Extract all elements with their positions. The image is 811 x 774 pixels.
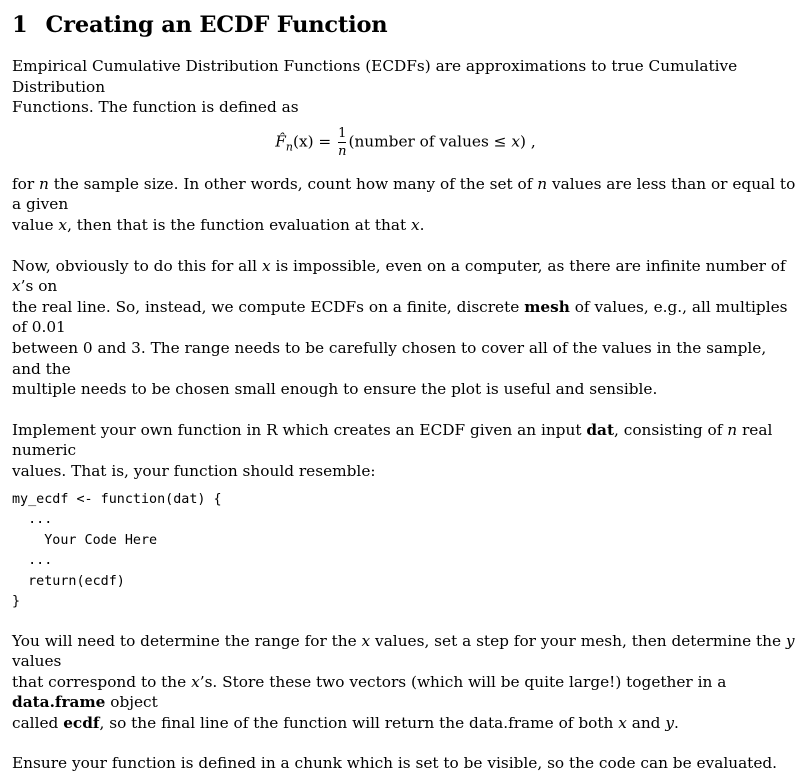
intro-text-line2: Functions. The function is defined as xyxy=(12,98,299,117)
bold-term-ecdf: ecdf xyxy=(63,713,100,732)
math-var: y xyxy=(665,713,674,732)
text-span: the real line. So, instead, we compute ECDFs on a finite, discrete xyxy=(12,297,525,316)
visible-chunk-paragraph: Ensure your function is defined in a chunk which is set to be visible, so the code can be evaluated. xyxy=(12,754,778,773)
section-number: 1 xyxy=(12,12,28,38)
text-span: , consisting of xyxy=(614,420,728,439)
code-line: my_ecdf <- function(dat) { xyxy=(12,491,222,507)
text-span: Implement your own function in R which creates an ECDF given an input xyxy=(12,420,587,439)
text-span: of values, e.g., all multiples of 0.01 xyxy=(12,297,788,337)
text-span: ’s on xyxy=(20,277,58,296)
equation-rhs-var: x xyxy=(511,132,521,151)
equation-rhs-close: ) , xyxy=(520,132,536,151)
math-var: x xyxy=(58,215,68,234)
math-var: x xyxy=(261,256,271,275)
section-heading xyxy=(12,0,799,40)
text-span: values are less than or equal to a given xyxy=(12,174,796,214)
math-var: x xyxy=(411,215,420,234)
equation-fraction xyxy=(338,126,346,159)
code-line: } xyxy=(12,594,21,609)
text-span: object xyxy=(105,693,158,712)
fraction-numerator: 1 xyxy=(338,125,347,141)
bold-term-mesh: mesh xyxy=(524,297,570,316)
math-var: x xyxy=(12,277,21,296)
text-span: , then that is the function evaluation at that xyxy=(67,215,411,234)
dataframe-paragraph xyxy=(12,631,799,734)
text-span: ’s. Store these two vectors (which will be quite large!) together in a xyxy=(199,672,727,691)
text-span: values. That is, your function should resemble: xyxy=(12,461,376,480)
math-var: x xyxy=(361,631,371,650)
text-span: called xyxy=(12,713,64,732)
equation-lhs: F̂ xyxy=(275,132,286,151)
text-span: . xyxy=(419,215,425,234)
math-var: x xyxy=(618,713,627,732)
text-span: for xyxy=(12,174,40,193)
math-var: n xyxy=(39,174,49,193)
text-span: real numeric xyxy=(12,420,773,460)
text-span: values xyxy=(12,652,62,671)
ecdf-equation xyxy=(12,126,799,168)
code-line: Your Code Here xyxy=(12,532,158,548)
text-span: Now, obviously to do this for all xyxy=(12,256,262,275)
intro-text-line1: Empirical Cumulative Distribution Functions (ECDFs) are approximations to true Cumulative Distribution xyxy=(12,57,738,96)
text-span: value xyxy=(12,215,59,234)
text-span: the sample size. In other words, count how many of the set of xyxy=(48,174,538,193)
code-block xyxy=(12,490,799,613)
mesh-paragraph xyxy=(12,256,799,400)
equation-lhs-subscript: n xyxy=(285,140,293,154)
text-span: that correspond to the xyxy=(12,672,192,691)
math-var: n xyxy=(537,174,548,193)
equation-lhs-arg: (x) = xyxy=(292,132,332,151)
intro-paragraph xyxy=(12,56,799,118)
text-span: multiple needs to be chosen small enough to ensure the plot is useful and sensible. xyxy=(12,380,658,399)
fraction-denominator: n xyxy=(338,143,347,159)
code-line: ... xyxy=(12,512,53,527)
bold-term-dat: dat xyxy=(586,420,615,439)
bold-term-dataframe: data.frame xyxy=(12,693,106,712)
implement-paragraph xyxy=(12,420,799,482)
text-span: values, set a step for your mesh, then determine the xyxy=(370,631,786,650)
section-title: Creating an ECDF Function xyxy=(45,12,388,38)
text-span: and xyxy=(626,713,666,732)
math-var: n xyxy=(727,420,738,439)
text-span: , so the final line of the function will return the data.frame of both xyxy=(99,713,619,732)
text-span: between 0 and 3. The range needs to be carefully chosen to cover all of the values in the sample, and the xyxy=(12,338,767,378)
math-var: x xyxy=(191,672,200,691)
text-span: is impossible, even on a computer, as there are infinite number of xyxy=(270,256,786,275)
code-line: ... xyxy=(12,553,53,568)
code-line: return(ecdf) xyxy=(12,573,125,589)
text-span: You will need to determine the range for the xyxy=(12,631,362,650)
text-span: . xyxy=(674,713,679,732)
definition-paragraph xyxy=(12,174,799,236)
math-var: y xyxy=(785,631,795,650)
equation-rhs-open: (number of values ≤ xyxy=(348,132,512,151)
